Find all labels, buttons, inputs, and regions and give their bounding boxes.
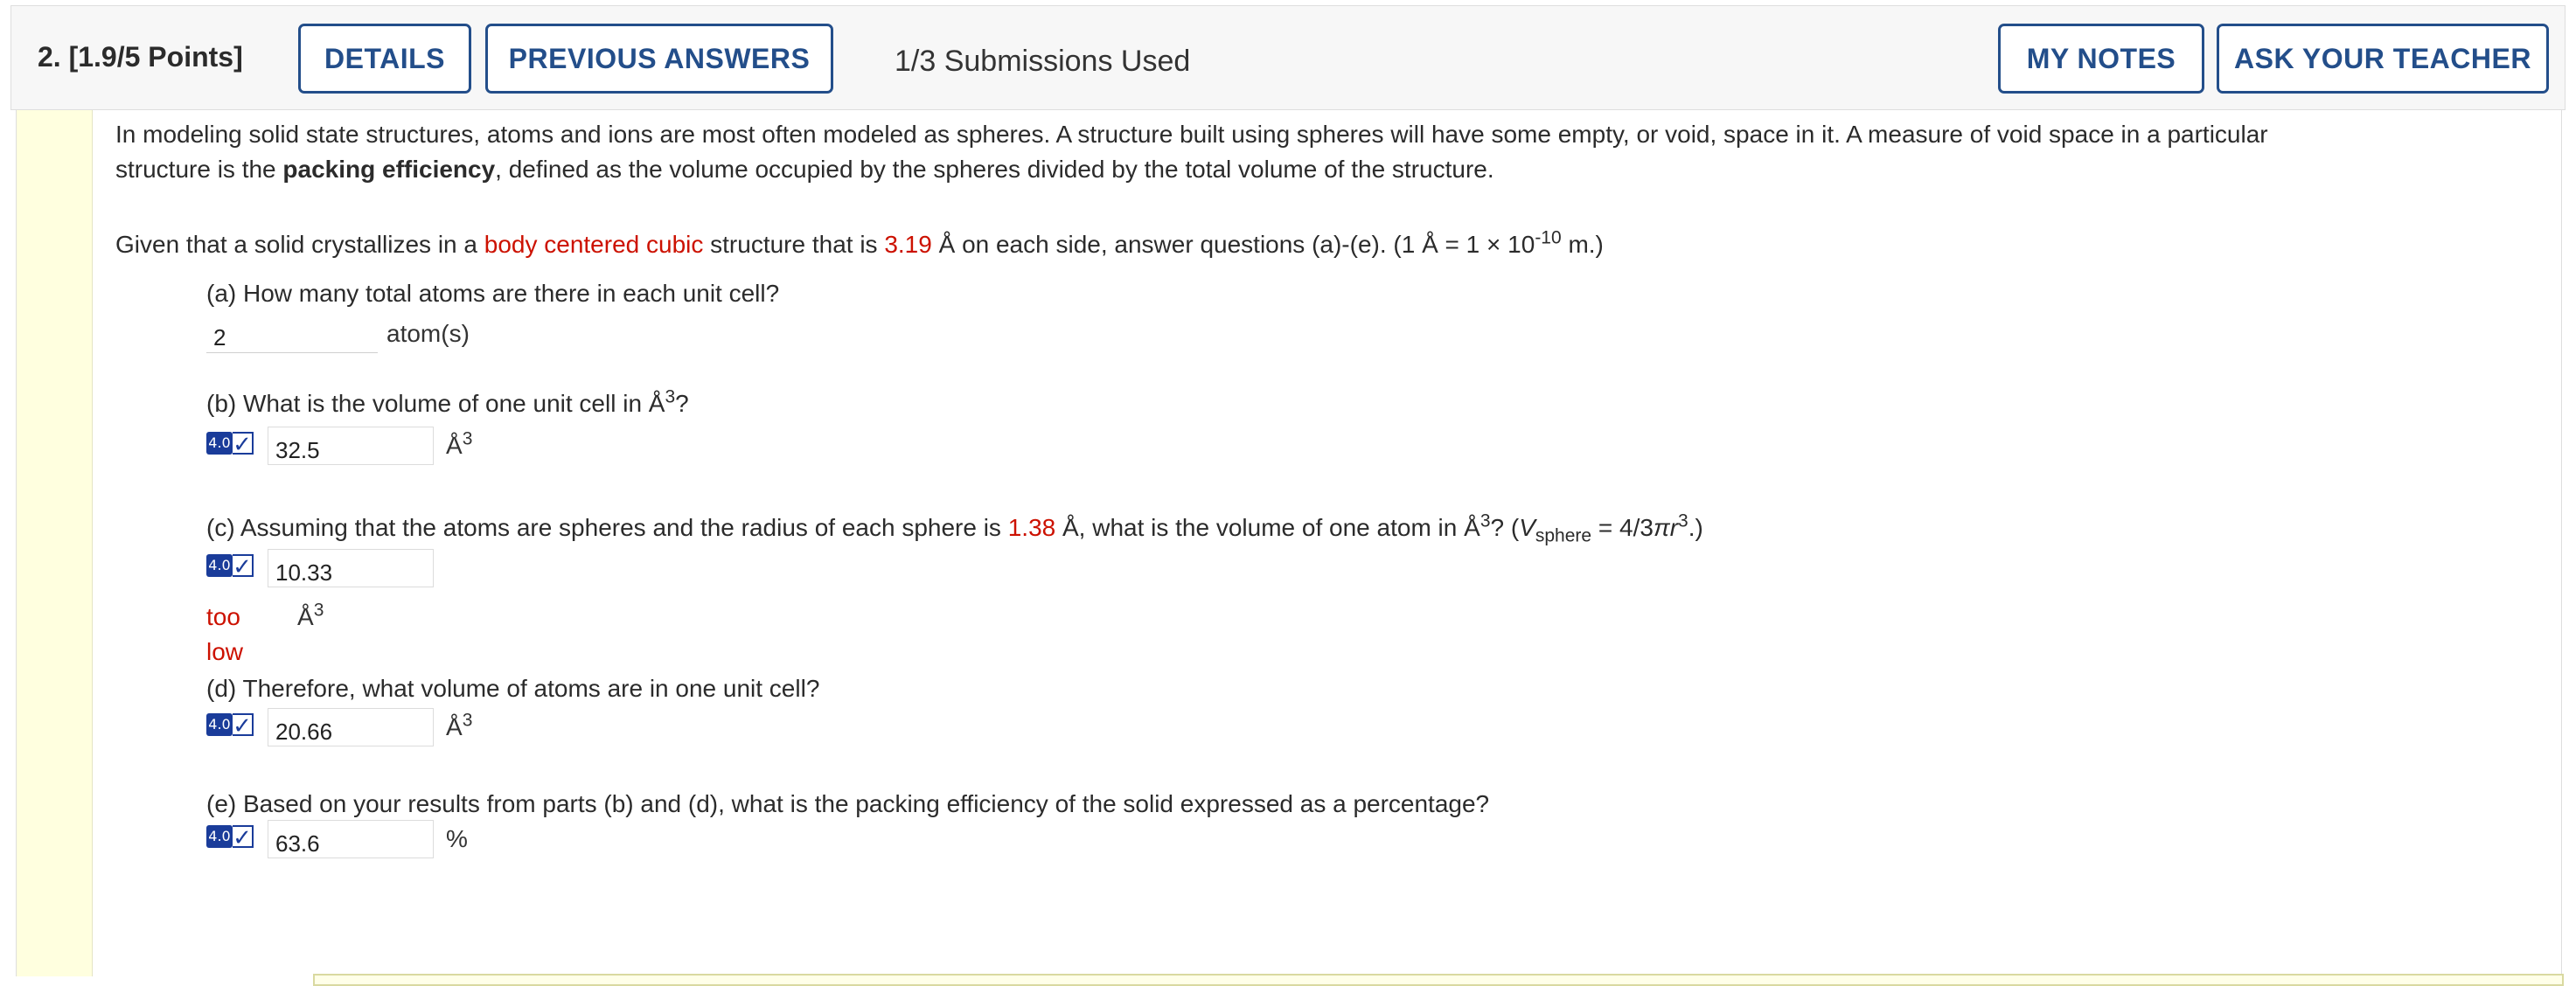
score-badge: 4.0 — [206, 825, 233, 848]
checkmark-icon: ✓ — [233, 554, 254, 577]
given-text: Å on each side, answer questions (a)-(e). (1 Å = 1 × 10 — [931, 231, 1535, 258]
checkmark-icon: ✓ — [233, 825, 254, 848]
question-c — [206, 510, 1703, 545]
formula-text: .) — [1688, 514, 1703, 541]
packing-efficiency-term: packing efficiency — [282, 156, 496, 183]
question-e: (e) Based on your results from parts (b) and (d), what is the packing efficiency of the solid expressed as a percentage? — [206, 790, 1490, 817]
checkmark-icon: ✓ — [233, 713, 254, 736]
score-badge: 4.0 — [206, 432, 233, 455]
correct-mark-icon — [206, 712, 255, 738]
answer-b-input[interactable]: 32.5 — [268, 427, 434, 465]
formula-subscript: sphere — [1535, 525, 1592, 546]
points-label: [1.9/5 Points] — [68, 41, 243, 73]
question-text: Å, what is the volume of one atom in Å — [1055, 514, 1480, 541]
unit-text: Å — [297, 603, 314, 630]
answer-c-input[interactable]: 10.33 — [268, 549, 434, 587]
exponent: -10 — [1535, 227, 1562, 248]
given-text: m.) — [1561, 231, 1604, 258]
question-a: (a) How many total atoms are there in each unit cell? — [206, 280, 780, 307]
formula-pi: π — [1653, 514, 1670, 541]
exponent: 3 — [1678, 510, 1688, 531]
previous-answers-button[interactable]: PREVIOUS ANSWERS — [485, 24, 833, 94]
correct-mark-icon — [206, 430, 255, 456]
exponent: 3 — [462, 428, 473, 449]
submissions-used: 1/3 Submissions Used — [895, 45, 1191, 78]
answer-b-unit — [446, 428, 472, 463]
structure-type: body centered cubic — [484, 231, 704, 258]
edge-length: 3.19 — [884, 231, 932, 258]
given-text: structure that is — [703, 231, 885, 258]
question-header — [10, 5, 2566, 110]
details-button[interactable]: DETAILS — [298, 24, 471, 94]
exponent: 3 — [665, 386, 676, 407]
question-d: (d) Therefore, what volume of atoms are in one unit cell? — [206, 675, 820, 702]
question-text: ? ( — [1490, 514, 1520, 541]
correct-mark-icon — [206, 823, 255, 850]
formula-v: V — [1519, 514, 1535, 541]
answer-c-unit — [297, 600, 324, 635]
exponent: 3 — [313, 600, 324, 621]
answer-e-unit: % — [446, 825, 468, 852]
question-number: 2. — [38, 41, 61, 73]
intro-paragraph — [115, 117, 2529, 187]
next-panel-edge — [313, 974, 2564, 986]
question-side-strip — [16, 110, 93, 976]
question-text: ? — [675, 390, 689, 417]
intro-line-2 — [115, 152, 2529, 187]
answer-e-input[interactable]: 63.6 — [268, 820, 434, 858]
intro-line-1: In modeling solid state structures, atoms and ions are most often modeled as spheres. A structure built using spheres will have some empty, or void, space in it. A measure of void space in a particular — [115, 121, 2268, 148]
exponent: 3 — [1479, 510, 1491, 531]
sphere-radius: 1.38 — [1007, 514, 1056, 541]
correct-mark-icon — [206, 552, 255, 579]
checkmark-icon: ✓ — [233, 432, 254, 455]
score-badge: 4.0 — [206, 713, 233, 736]
exponent: 3 — [462, 710, 473, 731]
formula-text: = 4/3 — [1591, 514, 1654, 541]
formula-r: r — [1669, 514, 1679, 541]
given-statement — [115, 227, 2529, 262]
question-b — [206, 386, 689, 421]
right-border — [2561, 110, 2562, 976]
answer-a-input[interactable]: 2 — [206, 315, 378, 353]
ask-your-teacher-button[interactable]: ASK YOUR TEACHER — [2217, 24, 2549, 94]
answer-d-input[interactable]: 20.66 — [268, 708, 434, 746]
question-number-points — [38, 41, 243, 73]
score-badge: 4.0 — [206, 554, 233, 577]
unit-text: Å — [446, 713, 463, 740]
question-text: (b) What is the volume of one unit cell in Å — [206, 390, 665, 417]
my-notes-button[interactable]: MY NOTES — [1998, 24, 2204, 94]
given-text: Given that a solid crystallizes in a — [115, 231, 484, 258]
question-text: (c) Assuming that the atoms are spheres and the radius of each sphere is — [206, 514, 1008, 541]
intro-text: , defined as the volume occupied by the spheres divided by the total volume of the structure. — [495, 156, 1494, 183]
answer-a-unit: atom(s) — [386, 320, 470, 347]
answer-d-unit — [446, 710, 472, 745]
intro-text: structure is the — [115, 156, 283, 183]
feedback-too-low: too low — [206, 603, 244, 665]
unit-text: Å — [446, 432, 463, 459]
